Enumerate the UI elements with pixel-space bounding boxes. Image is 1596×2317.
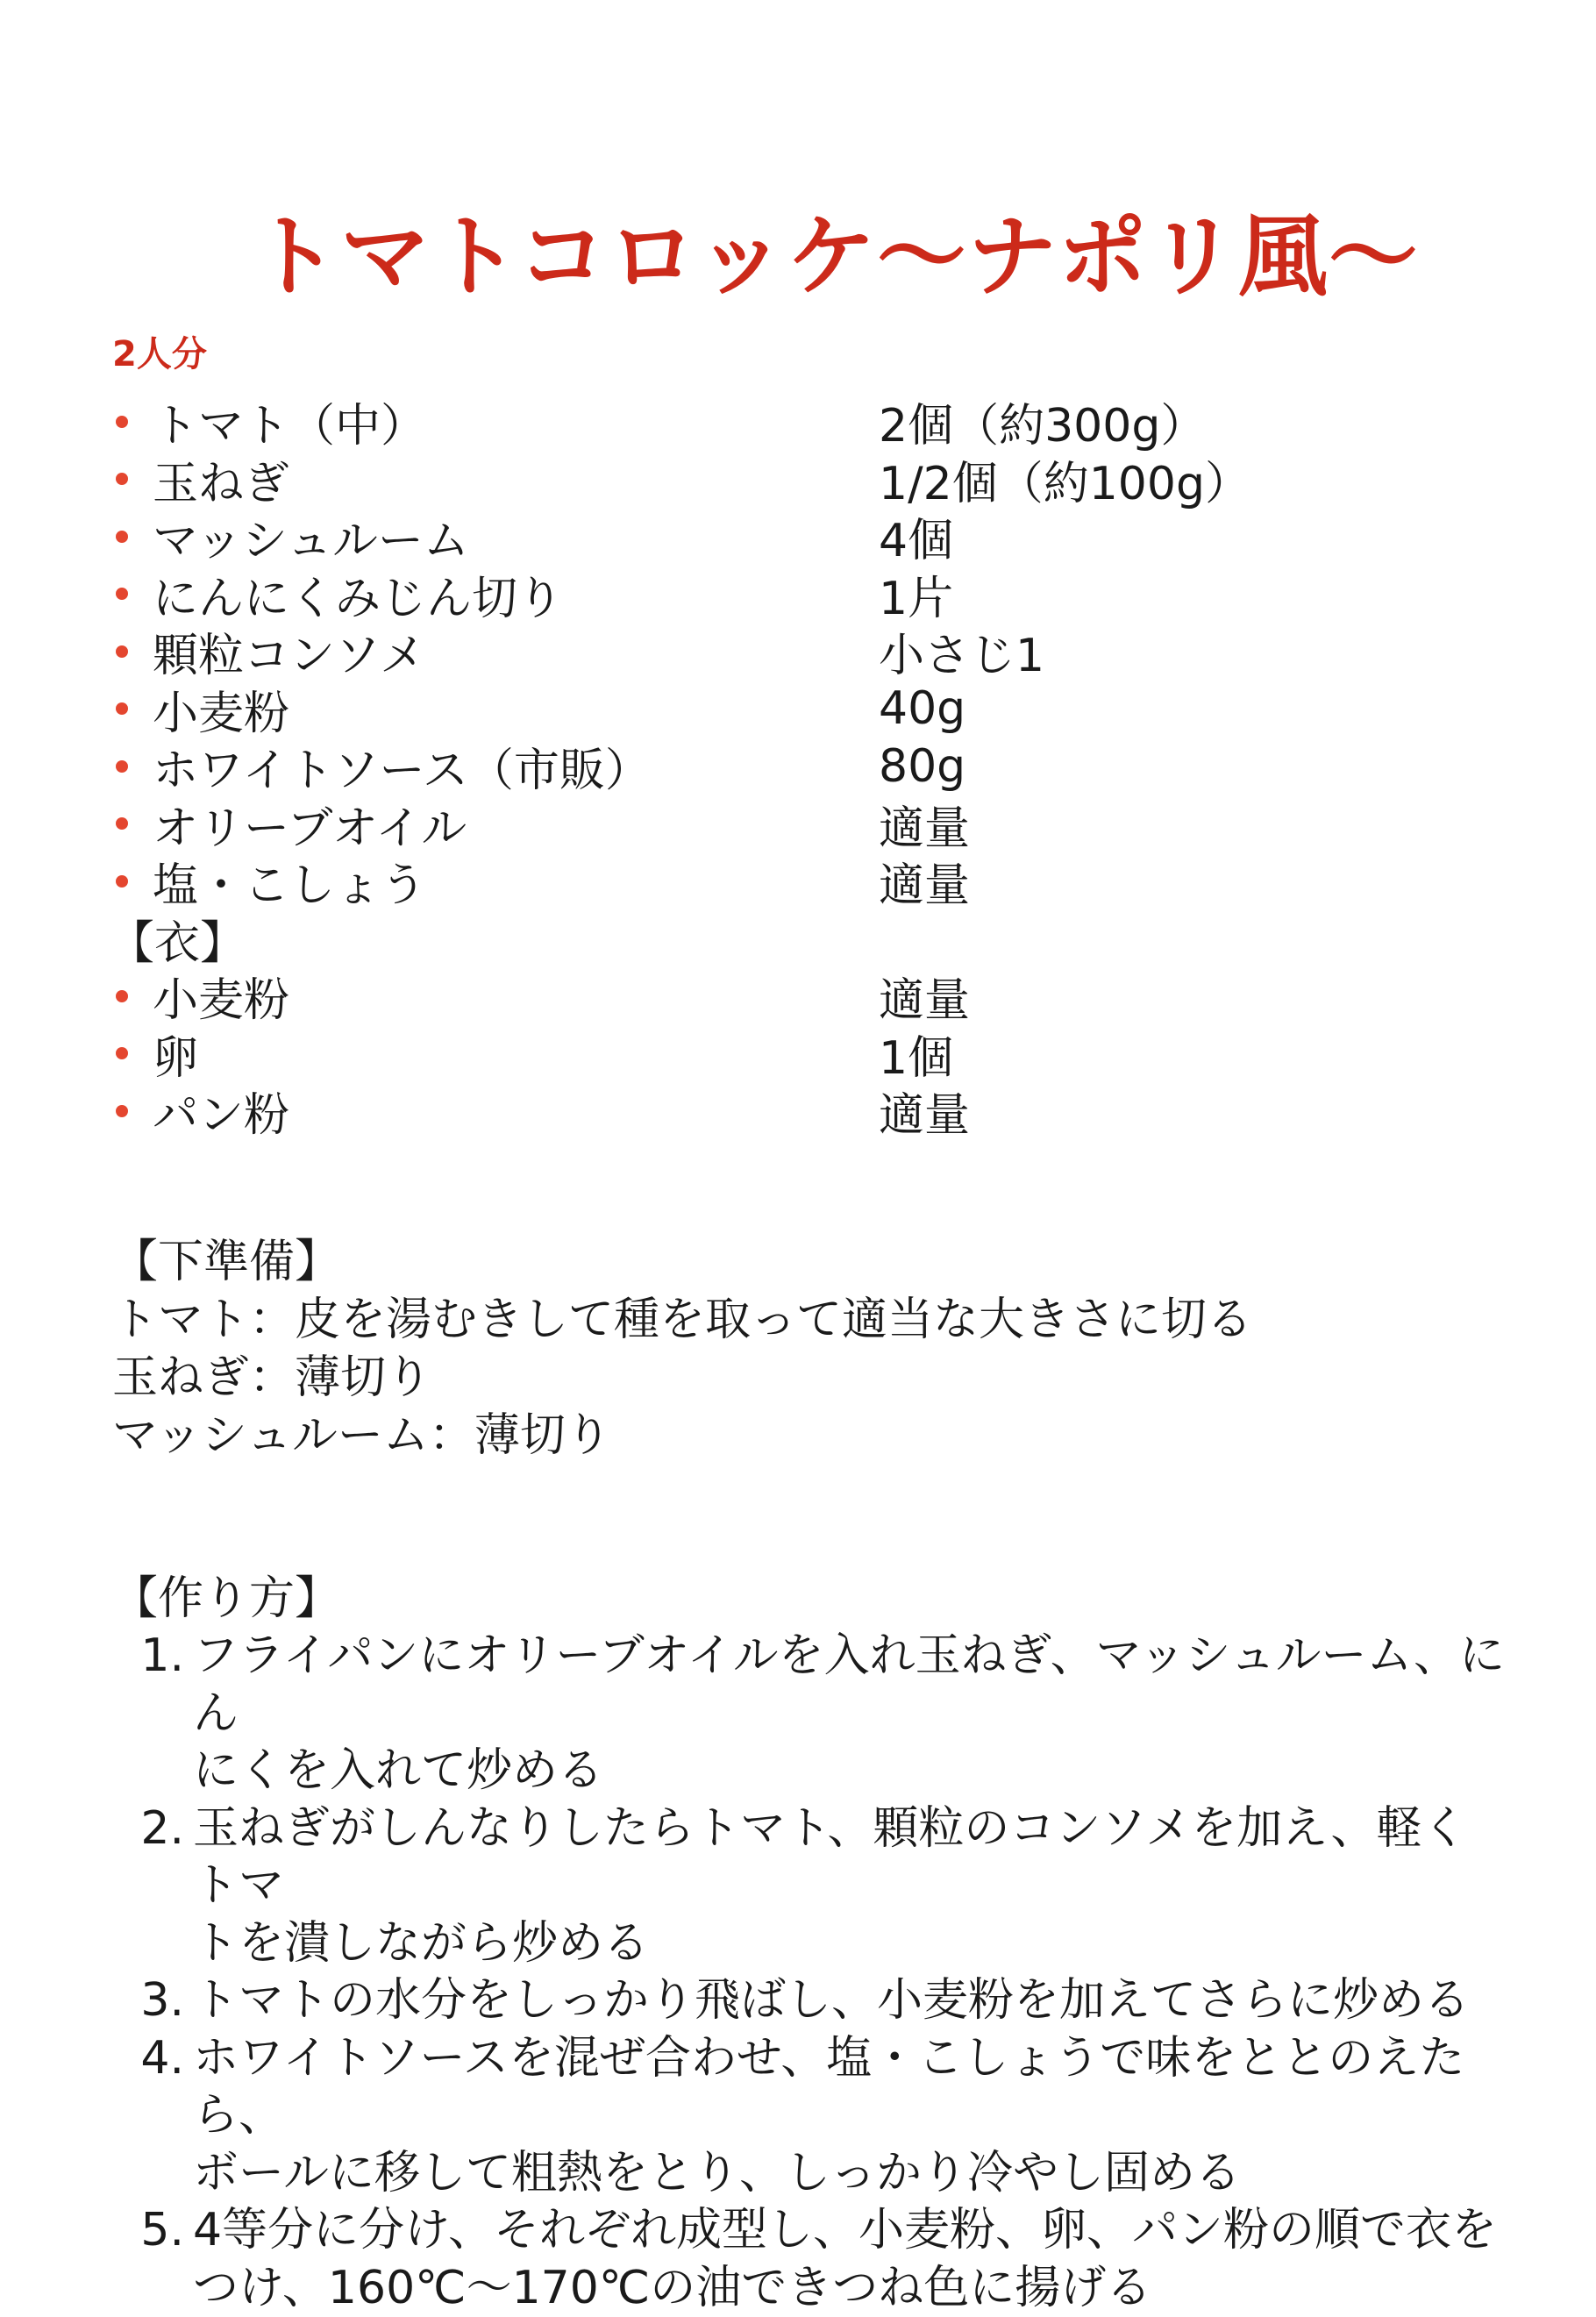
prep-line: トマト：皮を湯むきして種を取って適当な大きさに切る (112, 1291, 1252, 1349)
bullet-icon (116, 1047, 128, 1059)
ingredient-row (112, 1082, 1515, 1140)
ingredient-row (112, 852, 1515, 910)
ingredient-name: 玉ねぎ (153, 446, 879, 512)
bullet-icon (116, 875, 128, 888)
recipe-title: トマトコロッケ〜ナポリ風〜 (250, 186, 1419, 314)
ingredient-amount: 小さじ1 (879, 618, 1044, 684)
ingredient-row (112, 451, 1515, 509)
method-step (112, 2030, 1515, 2203)
bullet-icon (116, 1105, 128, 1117)
ingredient-row (112, 566, 1515, 624)
servings-label: 2人分 (112, 326, 207, 376)
bullet-icon (116, 416, 128, 428)
ingredient-name: 塩・こしょう (153, 848, 879, 914)
ingredient-name: パン粉 (153, 1078, 879, 1144)
prep-line: 玉ねぎ：薄切り (112, 1349, 1252, 1407)
ingredient-amount: 40g (879, 682, 965, 735)
bullet-icon (116, 760, 128, 773)
ingredient-row (112, 681, 1515, 738)
step-number: 2. (112, 1800, 193, 1973)
ingredient-amount: 1片 (879, 561, 953, 627)
ingredient-row (112, 967, 1515, 1025)
step-text-cont: トを潰しながら炒める (193, 1915, 1508, 1973)
bullet-icon (116, 702, 128, 715)
prep-header: 【下準備】 (112, 1233, 1252, 1291)
ingredient-row (112, 795, 1515, 853)
ingredient-row (112, 738, 1515, 795)
ingredient-row (112, 1025, 1515, 1083)
ingredient-amount: 1個 (879, 1021, 953, 1087)
step-text: 4等分に分け、それぞれ成型し、小麦粉、卵、パン粉の順で衣を (193, 2202, 1508, 2260)
bullet-icon (116, 531, 128, 543)
step-text-cont: にくを入れて炒める (193, 1743, 1508, 1800)
ingredient-row (112, 393, 1515, 451)
step-number: 4. (112, 2030, 193, 2203)
method-step (112, 1972, 1515, 2030)
coating-header: 【衣】 (109, 906, 246, 972)
ingredient-amount: 適量 (879, 848, 970, 914)
ingredient-name: 顆粒コンソメ (153, 618, 879, 684)
ingredient-name: 小麦粉 (153, 676, 879, 742)
ingredient-name: 小麦粉 (153, 963, 879, 1029)
prep-section (112, 1233, 1252, 1465)
ingredient-amount: 2個（約300g） (879, 389, 1206, 454)
coating-header-row (112, 910, 1515, 968)
method-step (112, 1800, 1515, 1973)
step-text-cont: ボールに移して粗熱をとり、しっかり冷やし固める (193, 2145, 1508, 2203)
ingredient-name: トマト（中） (153, 389, 879, 454)
step-text: ホワイトソースを混ぜ合わせ、塩・こしょうで味をととのえたら、 (193, 2030, 1508, 2145)
bullet-icon (116, 588, 128, 600)
step-text: トマトの水分をしっかり飛ばし、小麦粉を加えてさらに炒める (193, 1972, 1508, 2030)
step-number: 1. (112, 1628, 193, 1800)
method-header: 【作り方】 (112, 1570, 1515, 1628)
step-number: 5. (112, 2202, 193, 2317)
ingredient-name: ホワイトソース（市販） (153, 733, 879, 799)
ingredient-row (112, 623, 1515, 681)
method-section (112, 1570, 1515, 2317)
ingredient-amount: 適量 (879, 791, 970, 857)
step-number: 3. (112, 1972, 193, 2030)
ingredient-amount: 適量 (879, 963, 970, 1029)
ingredient-amount: 80g (879, 740, 965, 793)
ingredient-amount: 4個 (879, 503, 953, 569)
bullet-icon (116, 817, 128, 830)
ingredient-name: 卵 (153, 1021, 879, 1087)
ingredient-list (112, 393, 1515, 1140)
step-text: フライパンにオリーブオイルを入れ玉ねぎ、マッシュルーム、にん (193, 1628, 1508, 1743)
ingredient-amount: 適量 (879, 1078, 970, 1144)
ingredient-amount: 1/2個（約100g） (879, 446, 1250, 512)
ingredient-name: オリーブオイル (153, 791, 879, 857)
ingredient-name: にんにくみじん切り (153, 561, 879, 627)
step-text: 玉ねぎがしんなりしたらトマト、顆粒のコンソメを加え、軽くトマ (193, 1800, 1508, 1915)
method-step (112, 2202, 1515, 2317)
bullet-icon (116, 990, 128, 1002)
step-text-cont: つけ、160℃〜170℃の油できつね色に揚げる (193, 2260, 1508, 2317)
method-step (112, 1628, 1515, 1800)
prep-line: マッシュルーム：薄切り (112, 1407, 1252, 1465)
ingredient-name: マッシュルーム (153, 503, 879, 569)
ingredient-row (112, 508, 1515, 566)
bullet-icon (116, 473, 128, 485)
bullet-icon (116, 645, 128, 658)
